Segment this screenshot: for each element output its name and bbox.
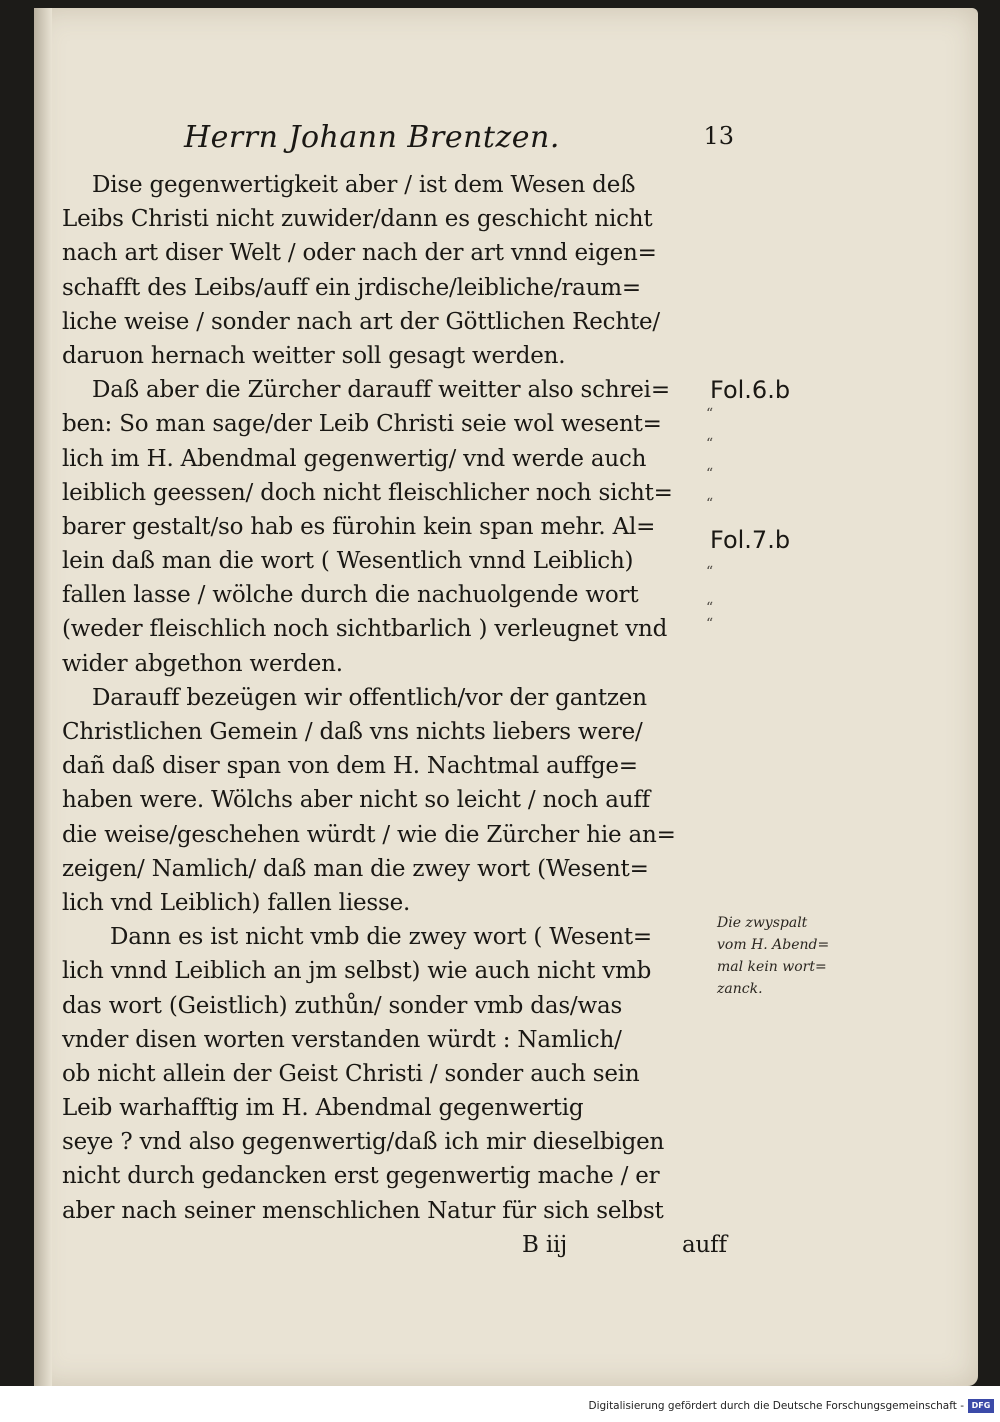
text-line: zeigen/ Namlich/ daß man die zwey wort (Wesent= <box>62 855 649 882</box>
text-line: leiblich geessen/ doch nicht fleischlicher noch sicht= <box>62 479 673 506</box>
quotation-mark: “ <box>706 436 714 452</box>
quotation-mark: “ <box>706 406 714 422</box>
text-line: nicht durch gedancken erst gegenwertig mache / er <box>62 1163 660 1190</box>
margin-reference-fol-7b: Fol.7.b <box>710 526 791 554</box>
quotation-mark: “ <box>706 564 714 580</box>
text-line: daruon hernach weitter soll gesagt werden. <box>62 342 566 369</box>
main-text-block <box>62 168 727 1262</box>
text-line: seye ? vnd also gegenwertig/daß ich mir dieselbigen <box>62 1129 665 1156</box>
text-line: Christlichen Gemein / daß vns nichts liebers were/ <box>62 719 643 745</box>
text-line: das wort (Geistlich) zuthůn/ sonder vmb das/was <box>62 992 623 1019</box>
text-line: ben: So man sage/der Leib Christi seie wol wesent= <box>62 411 662 438</box>
folio-number: 13 <box>703 122 734 150</box>
text-line: Leib warhafftig im H. Abendmal gegenwertig <box>62 1095 584 1122</box>
quotation-mark: “ <box>706 466 714 482</box>
text-line: lein daß man die wort ( Wesentlich vnnd Leiblich) <box>62 548 634 575</box>
running-title: Herrn Johann Brentzen. <box>184 120 560 155</box>
page-gutter <box>34 8 52 1386</box>
text-line: ob nicht allein der Geist Christi / sonder auch sein <box>62 1060 640 1087</box>
margin-reference-fol-6b: Fol.6.b <box>710 376 791 404</box>
text-line: barer gestalt/so hab es fürohin kein span mehr. Al= <box>62 513 656 540</box>
page-header <box>184 120 744 160</box>
gloss-line: Die zwyspalt <box>717 915 808 931</box>
text-line: lich vnd Leiblich) fallen liesse. <box>62 889 411 916</box>
text-line: fallen lasse / wölche durch die nachuolgende wort <box>62 582 639 609</box>
text-line: aber nach seiner menschlichen Natur für sich selbst <box>62 1197 664 1224</box>
text-line: dañ daß diser span von dem H. Nachtmal auffge= <box>62 753 638 780</box>
text-line: haben were. Wölchs aber nicht so leicht / noch auff <box>62 787 650 814</box>
text-line: nach art diser Welt / oder nach der art vnnd eigen= <box>62 240 657 267</box>
text-line: lich vnnd Leiblich an jm selbst) wie auch nicht vmb <box>62 958 652 985</box>
text-line: wider abgethon werden. <box>62 650 343 677</box>
text-line: die weise/geschehen würdt / wie die Zürcher hie an= <box>62 821 676 848</box>
gloss-line: zanck. <box>717 981 763 997</box>
catchword: auff <box>682 1231 727 1258</box>
dfg-logo: DFG <box>968 1399 994 1413</box>
marginal-gloss <box>717 912 867 1000</box>
text-line: Leibs Christi nicht zuwider/dann es geschicht nicht <box>62 206 653 233</box>
funding-credit: Digitalisierung gefördert durch die Deutsche Forschungsgemeinschaft - <box>588 1400 964 1412</box>
text-line: schafft des Leibs/auff ein jrdische/leibliche/raum= <box>62 274 641 301</box>
quotation-mark: “ <box>706 496 714 512</box>
catchword-line <box>62 1228 727 1262</box>
gloss-line: mal kein wort= <box>717 959 827 975</box>
text-line: Darauff bezeügen wir offentlich/vor der gantzen <box>92 684 647 711</box>
text-line: liche weise / sonder nach art der Göttlichen Rechte/ <box>62 308 660 335</box>
quotation-mark: “ <box>706 600 714 616</box>
text-line: vnder disen worten verstanden würdt : Namlich/ <box>62 1026 622 1053</box>
text-line: Dise gegenwertigkeit aber / ist dem Wesen deß <box>92 172 636 198</box>
text-line: (weder fleischlich noch sichtbarlich ) verleugnet vnd <box>62 616 668 643</box>
quotation-mark: “ <box>706 616 714 632</box>
text-line: Daß aber die Zürcher darauff weitter also schrei= <box>92 377 670 404</box>
gloss-line: vom H. Abend= <box>717 937 830 953</box>
footer-bar <box>0 1386 1000 1422</box>
text-line: lich im H. Abendmal gegenwertig/ vnd werde auch <box>62 445 647 472</box>
book-page <box>34 8 978 1386</box>
signature-mark: B iij <box>522 1231 568 1258</box>
text-line: Dann es ist nicht vmb die zwey wort ( Wesent= <box>110 924 652 951</box>
